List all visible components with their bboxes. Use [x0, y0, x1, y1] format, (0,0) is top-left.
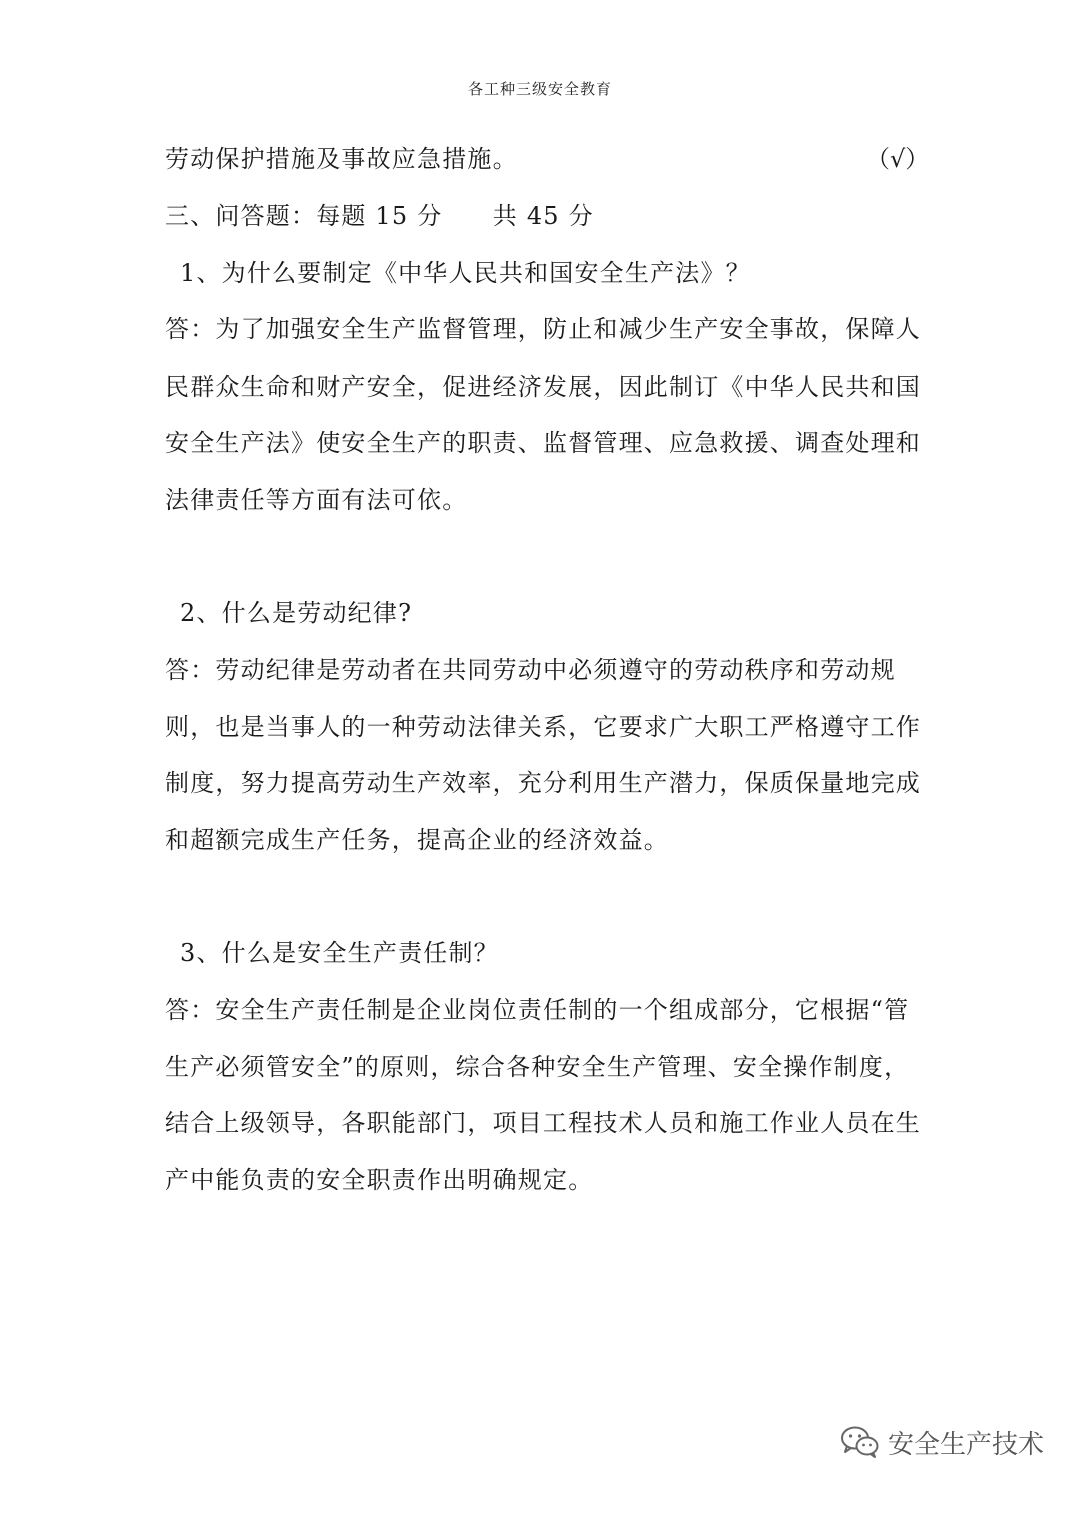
answer-3-line-1: 答：安全生产责任制是企业岗位责任制的一个组成部分，它根据“管 — [165, 996, 910, 1024]
answer-1-line-4: 法律责任等方面有法可依。 — [165, 486, 468, 514]
answer-2-line-4: 和超额完成生产任务，提高企业的经济效益。 — [165, 826, 669, 854]
answer-1-line-2: 民群众生命和财产安全，促进经济发展，因此制订《中华人民共和国 — [165, 373, 921, 401]
answer-3-line-3: 结合上级领导，各职能部门，项目工程技术人员和施工作业人员在生 — [165, 1109, 921, 1137]
question-3: 3、什么是安全生产责任制？ — [180, 939, 499, 967]
answer-2-line-3: 制度，努力提高劳动生产效率，充分利用生产潜力，保质保量地完成 — [165, 769, 921, 797]
section-heading: 三、问答题：每题 15 分 共 45 分 — [165, 202, 594, 230]
continuation-text: 劳动保护措施及事故应急措施。 — [165, 145, 518, 173]
answer-1-line-1: 答：为了加强安全生产监督管理，防止和减少生产安全事故，保障人 — [165, 315, 921, 343]
answer-mark: （√） — [866, 145, 930, 173]
wechat-icon — [840, 1425, 880, 1459]
watermark-text: 安全生产技术 — [887, 1429, 1044, 1460]
answer-2-line-2: 则，也是当事人的一种劳动法律关系，它要求广大职工严格遵守工作 — [165, 713, 921, 741]
question-1: 1、为什么要制定《中华人民共和国安全生产法》？ — [180, 259, 751, 287]
question-2: 2、什么是劳动纪律? — [180, 599, 413, 627]
answer-2-line-1: 答：劳动纪律是劳动者在共同劳动中必须遵守的劳动秩序和劳动规 — [165, 656, 896, 684]
answer-3-line-4: 产中能负责的安全职责作出明确规定。 — [165, 1166, 594, 1194]
answer-3-line-2: 生产必须管安全”的原则，综合各种安全生产管理、安全操作制度， — [165, 1053, 910, 1081]
answer-1-line-3: 安全生产法》使安全生产的职责、监督管理、应急救援、调查处理和 — [165, 429, 921, 457]
page-header: 各工种三级安全教育 — [467, 80, 612, 98]
watermark — [840, 1422, 1044, 1462]
